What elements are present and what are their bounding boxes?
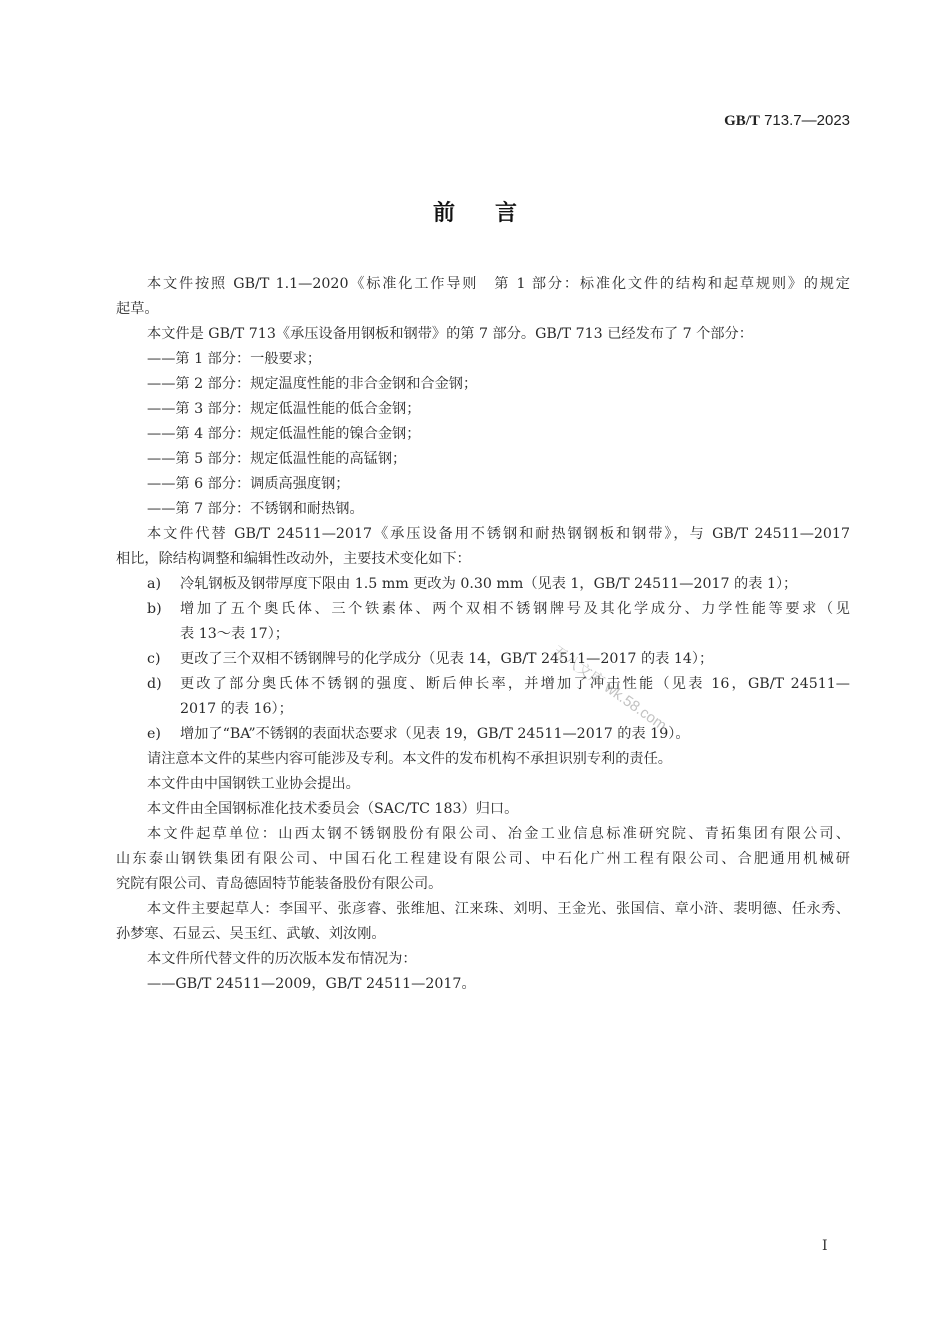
paragraph-line: 究院有限公司、青岛德固特节能装备股份有限公司。 [116, 876, 443, 892]
paragraph-line: 山东泰山钢铁集团有限公司、中国石化工程建设有限公司、中石化广州工程有限公司、合肥通用机械研 [116, 851, 850, 867]
list-item-label: d) [147, 676, 162, 692]
standard-code: 713.7—2023 [764, 112, 850, 129]
paragraph-line: 请注意本文件的某些内容可能涉及专利。本文件的发布机构不承担识别专利的责任。 [147, 751, 672, 767]
list-item-text: 冷轧钢板及钢带厚度下限由 1.5 mm 更改为 0.30 mm（见表 1，GB/T 24511—2017 的表 1）； [180, 576, 798, 592]
dash-list-item: ——GB/T 24511—2009，GB/T 24511—2017。 [147, 976, 476, 992]
watermark: 五八文库 wk.58.com [548, 642, 670, 735]
paragraph-line: 表 13～表 17）； [180, 626, 289, 642]
change-list-item [116, 647, 850, 672]
dash-list-item: ——第 4 部分：规定低温性能的镍合金钢； [147, 426, 421, 442]
standard-number [724, 112, 850, 130]
document-body [116, 272, 850, 997]
paragraph-line: 本文件按照 GB/T 1.1—2020《标准化工作导则 第 1 部分：标准化文件的结构和起草规则》的规定 [147, 276, 850, 292]
page-title: 前言 [432, 200, 557, 226]
page-number: I [822, 1238, 828, 1254]
list-item-label: a) [147, 576, 161, 592]
paragraph-line: 本文件主要起草人：李国平、张彦睿、张维旭、江来珠、刘明、王金光、张国信、章小浒、裴明德、任永秀、 [147, 901, 850, 917]
dash-list-item: ——第 6 部分：调质高强度钢； [147, 476, 350, 492]
paragraph-line: 孙梦寒、石显云、吴玉红、武敏、刘汝刚。 [116, 926, 386, 942]
list-item-text: 更改了三个双相不锈钢牌号的化学成分（见表 14，GB/T 24511—2017 的表 14）； [180, 651, 714, 667]
list-item-text: 增加了五个奥氏体、三个铁素体、两个双相不锈钢牌号及其化学成分、力学性能等要求（见 [180, 601, 850, 617]
dash-list-item: ——第 5 部分：规定低温性能的高锰钢； [147, 451, 407, 467]
change-list-item [116, 572, 850, 597]
change-list-item [116, 722, 850, 747]
paragraph-line: 本文件由中国钢铁工业协会提出。 [147, 776, 360, 792]
standard-prefix: GB/T [724, 113, 760, 129]
list-item-label: c) [147, 651, 161, 667]
dash-list-item: ——第 3 部分：规定低温性能的低合金钢； [147, 401, 421, 417]
paragraph-line: 本文件是 GB/T 713《承压设备用钢板和钢带》的第 7 部分。GB/T 713 已经发布了 7 个部分： [147, 326, 753, 342]
list-item-text: 更改了部分奥氏体不锈钢的强度、断后伸长率，并增加了冲击性能（见表 16，GB/T 24511— [180, 676, 850, 692]
dash-list-item: ——第 2 部分：规定温度性能的非合金钢和合金钢； [147, 376, 478, 392]
change-list-item [116, 597, 850, 622]
paragraph-line: 2017 的表 16）； [180, 701, 293, 717]
list-item-label: e) [147, 726, 161, 742]
paragraph-line: 本文件由全国钢标准化技术委员会（SAC/TC 183）归口。 [147, 801, 519, 817]
change-list-item [116, 672, 850, 697]
dash-list-item: ——第 1 部分：一般要求； [147, 351, 322, 367]
paragraph-line: 相比，除结构调整和编辑性改动外，主要技术变化如下： [116, 551, 471, 567]
list-item-label: b) [147, 601, 162, 617]
paragraph-line: 本文件所代替文件的历次版本发布情况为： [147, 951, 417, 967]
paragraph-line: 本文件代替 GB/T 24511—2017《承压设备用不锈钢和耐热钢钢板和钢带》，与 GB/T 24511—2017 [147, 526, 850, 542]
paragraph-line: 本文件起草单位：山西太钢不锈钢股份有限公司、冶金工业信息标准研究院、青拓集团有限公司、 [147, 826, 850, 842]
dash-list-item: ——第 7 部分：不锈钢和耐热钢。 [147, 501, 364, 517]
paragraph-line: 起草。 [116, 301, 159, 317]
list-item-text: 增加了“BA”不锈钢的表面状态要求（见表 19，GB/T 24511—2017 的表 19）。 [180, 726, 690, 742]
